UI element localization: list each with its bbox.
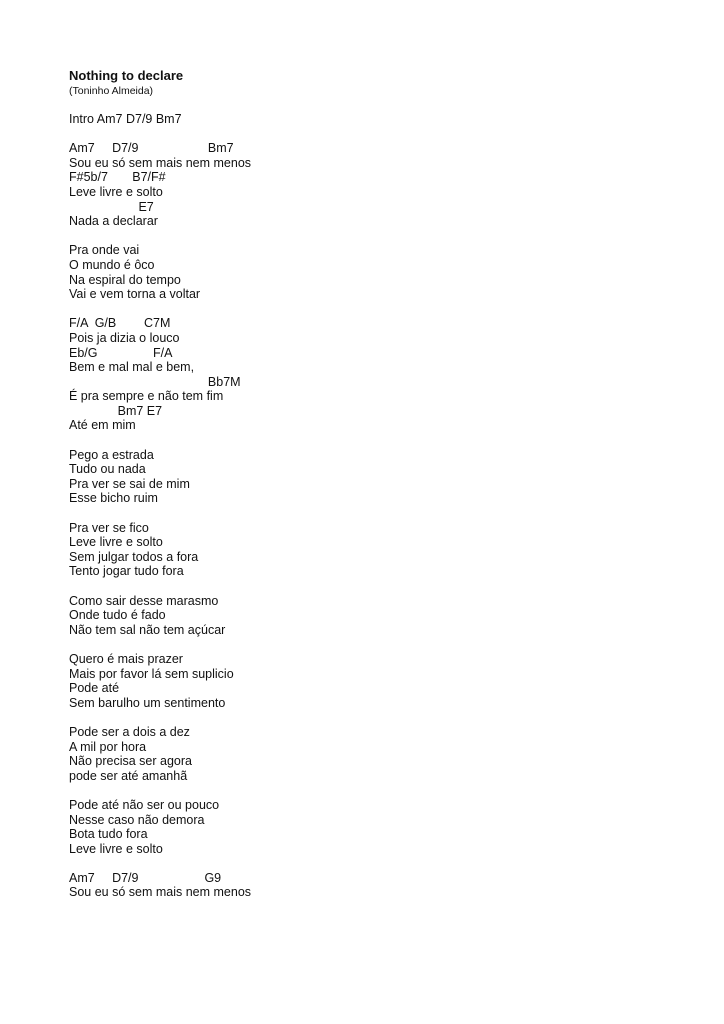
verse-block [69, 521, 689, 579]
lyric-line: Onde tudo é fado [69, 608, 166, 623]
lyric-line: Esse bicho ruim [69, 491, 158, 506]
lyric-line: Sem julgar todos a fora [69, 549, 199, 564]
lyric-line: Até em mim [69, 418, 136, 433]
chord-sheet [69, 68, 689, 900]
verse-block [69, 798, 689, 856]
lyric-line: Como sair desse marasmo [69, 593, 219, 608]
lyric-line: Pois ja dizia o louco [69, 330, 180, 345]
song-title: Nothing to declare [69, 68, 184, 83]
lyric-line: A mil por hora [69, 739, 147, 754]
lyric-line: Não precisa ser agora [69, 754, 192, 769]
lyric-line: Sem barulho um sentimento [69, 695, 226, 710]
lyric-line: Sou eu só sem mais nem menos [69, 155, 252, 170]
stanza-gap [69, 637, 689, 652]
chord-line: Am7 D7/9 G9 [69, 870, 222, 885]
lyric-line: Mais por favor lá sem suplicio [69, 666, 234, 681]
lyric-line: Não tem sal não tem açúcar [69, 622, 226, 637]
lyric-line: Na espiral do tempo [69, 272, 181, 287]
lyric-line: Sou eu só sem mais nem menos [69, 885, 252, 900]
lyric-line: Bota tudo fora [69, 827, 148, 842]
chord-line: Bm7 E7 [69, 403, 163, 418]
verse-block [69, 594, 689, 638]
lyric-line: Tento jogar tudo fora [69, 564, 184, 579]
lyrics-body [69, 141, 689, 900]
verse-block [69, 871, 689, 900]
lyric-line: Pode até [69, 681, 120, 696]
verse-block [69, 725, 689, 783]
lyric-line: Tudo ou nada [69, 462, 146, 477]
stanza-gap [69, 710, 689, 725]
lyric-line: Leve livre e solto [69, 841, 163, 856]
lyric-line: Quero é mais prazer [69, 651, 183, 666]
lyric-line: É pra sempre e não tem fim [69, 389, 224, 404]
chord-line: F/A G/B C7M [69, 316, 171, 331]
lyric-line: pode ser até amanhã [69, 768, 188, 783]
stanza-gap [69, 783, 689, 798]
lyric-line: Bem e mal mal e bem, [69, 360, 195, 375]
chord-line: Am7 D7/9 Bm7 [69, 141, 234, 156]
chord-line: F#5b/7 B7/F# [69, 170, 166, 185]
verse-block [69, 448, 689, 506]
lyric-line: Pode ser a dois a dez [69, 724, 190, 739]
stanza-gap [69, 229, 689, 244]
chord-line: Eb/G F/A [69, 345, 173, 360]
lyric-line: Vai e vem torna a voltar [69, 287, 201, 302]
stanza-gap [69, 302, 689, 317]
verse-block [69, 243, 689, 301]
lyric-line: O mundo é ôco [69, 257, 155, 272]
chord-line: E7 [69, 199, 154, 214]
song-author: (Toninho Almeida) [69, 85, 154, 97]
verse-block [69, 316, 689, 433]
lyric-line: Pode até não ser ou pouco [69, 797, 220, 812]
lyric-line: Nesse caso não demora [69, 812, 205, 827]
verse-block [69, 141, 689, 229]
lyric-line: Pra onde vai [69, 243, 140, 258]
intro-chords: Intro Am7 D7/9 Bm7 [69, 112, 182, 126]
verse-block [69, 652, 689, 710]
stanza-gap [69, 506, 689, 521]
chord-line: Bb7M [69, 374, 241, 389]
stanza-gap [69, 433, 689, 448]
lyric-line: Nada a declarar [69, 214, 158, 229]
lyric-line: Leve livre e solto [69, 184, 163, 199]
lyric-line: Pra ver se fico [69, 520, 149, 535]
lyric-line: Leve livre e solto [69, 535, 163, 550]
lyric-line: Pra ver se sai de mim [69, 476, 190, 491]
stanza-gap [69, 856, 689, 871]
lyric-line: Pego a estrada [69, 447, 154, 462]
stanza-gap [69, 579, 689, 594]
